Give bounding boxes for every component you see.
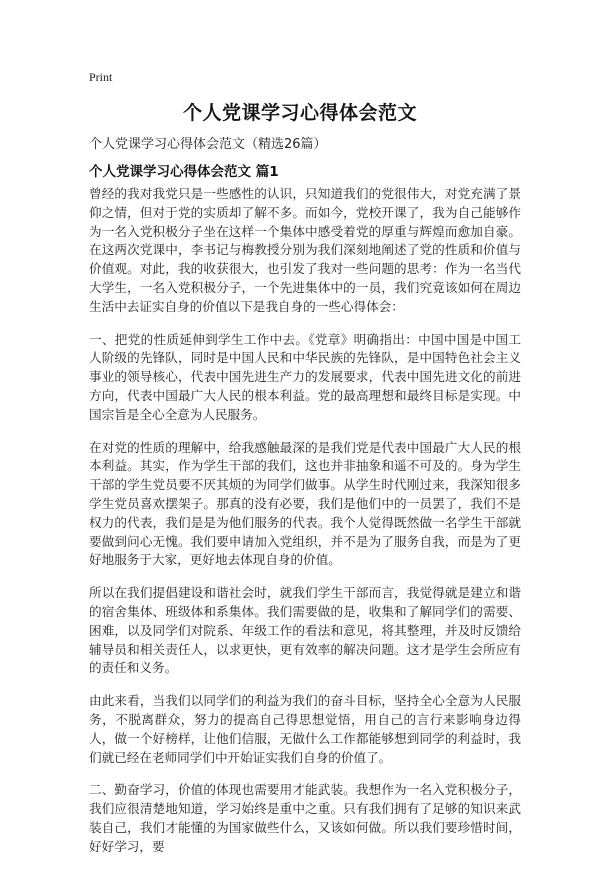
paragraph: 在对党的性质的理解中，给我感触最深的是我们党是代表中国最广大人民的根本利益。其实，作为学生干部的我们，这也并非抽象和遥不可及的。身为学生干部的学生党员要不厌其烦的为同学们做事。从学生时代刚过来，我深知很多学生党员喜欢摆架子。那真的没有必要，我们是他们中的一员罢了，我们不是权力的代表，我们是是为他们服务的代表。我个人觉得既然做一名学生干部就要做到问心无愧。我们要申请加入党组织，并不是为了服务自我，而是为了更好地服务于大家，更好地去体现自身的价值。: [89, 439, 521, 568]
print-link[interactable]: Print: [89, 70, 113, 84]
paragraph: 由此来看，当我们以同学们的利益为我们的奋斗目标，坚持全心全意为人民服务，不脱离群众，努力的提高自己得思想觉悟，用自己的言行来影响身边得人，做一个好榜样，让他们信服，无做什么工作都能够想到同学的利益时，我们就已经在老师同学们中开始证实我们自身的价值了。: [89, 693, 521, 765]
article-body: [89, 185, 521, 871]
document-subtitle: 个人党课学习心得体会范文（精选26篇）: [89, 137, 327, 152]
paragraph: 所以在我们提倡建设和谐社会时，就我们学生干部而言，我觉得就是建立和谐的宿舍集体、班级体和系集体。我们需要做的是，收集和了解同学们的需要、困难，以及同学们对院系、年级工作的看法和意见，将其整理，并及时反馈给辅导员和相关责任人，以求更快，更有效率的解决问题。这才是学生会所应有的责任和义务。: [89, 585, 521, 676]
paragraph: 一、把党的性质延伸到学生工作中去。《党章》明确指出：中国中国是中国工人阶级的先锋队，同时是中国人民和中华民族的先锋队，是中国特色社会主义事业的领导核心，代表中国先进生产力的发展要求，代表中国先进文化的前进方向，代表中国最广大人民的根本利益。党的最高理想和最终目标是实现。中国宗旨是全心全意为人民服务。: [89, 331, 521, 422]
page-title: 个人党课学习心得体会范文: [182, 102, 417, 124]
paragraph: 曾经的我对我党只是一些感性的认识，只知道我们的党很伟大，对党充满了景仰之情，但对于党的实质却了解不多。而如今，党校开课了，我为自己能够作为一名入党积极分子坐在这样一个集体中感受着党的厚重与辉煌而愈加自豪。在这两次党课中，李书记与梅教授分别为我们深刻地阐述了党的性质和价值与价值观。对此，我的收获很大，也引发了我对一些问题的思考：作为一名当代大学生，一名入党积极分子，一个先进集体中的一员，我们究竟该如何在周边生活中去证实自身的价值以下是我自身的一些心得体会：: [89, 186, 521, 314]
section-heading: 个人党课学习心得体会范文 篇1: [89, 164, 279, 180]
paragraph: 二、勤奋学习，价值的体现也需要用才能武装。我想作为一名入党积极分子，我们应很清楚地知道，学习始终是重中之重。只有我们拥有了足够的知识来武装自己，我们才能懂的为国家做些什么，又该如何做。所以我们要珍惜时间，好好学习，要: [89, 782, 521, 854]
